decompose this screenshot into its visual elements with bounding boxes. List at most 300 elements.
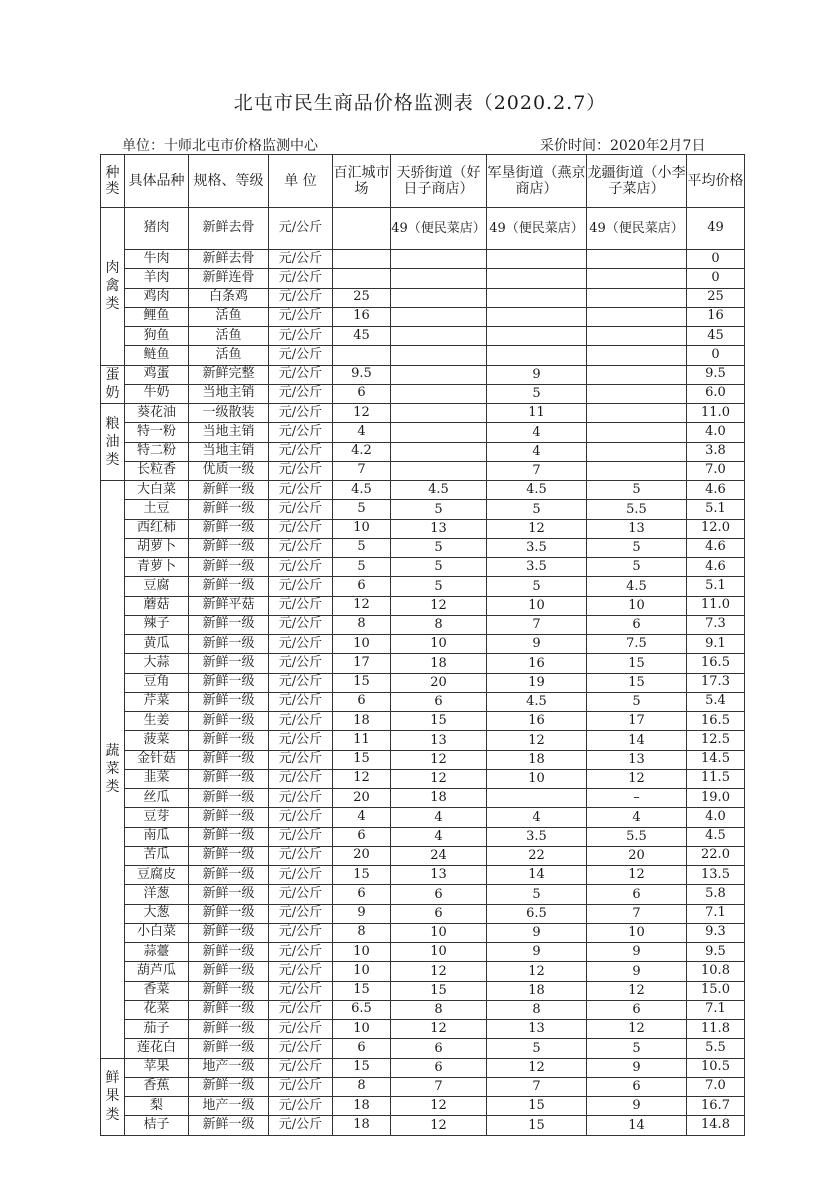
item-spec: 优质一级 [189,461,269,480]
item-name: 黄瓜 [125,635,189,654]
item-unit: 元/公斤 [269,981,333,1000]
price-baihuicheng: 18 [333,1116,391,1135]
price-average: 4.6 [687,538,745,557]
item-spec: 新鲜一级 [189,673,269,692]
price-tianjiao: 49（便民菜店） [391,208,487,250]
price-tianjiao: 12 [391,1020,487,1039]
price-average: 45 [687,327,745,346]
price-tianjiao: 24 [391,846,487,865]
item-spec: 当地主销 [189,384,269,403]
item-name: 芹菜 [125,692,189,711]
header-spec: 规格、等级 [189,155,269,208]
item-unit: 元/公斤 [269,635,333,654]
item-name: 辣子 [125,615,189,634]
price-baihuicheng: 11 [333,731,391,750]
price-junken: 15 [487,1097,587,1116]
price-average: 11.0 [687,404,745,423]
item-name: 大蒜 [125,654,189,673]
item-name: 牛肉 [125,250,189,269]
item-unit: 元/公斤 [269,923,333,942]
table-row [101,461,745,480]
item-name: 金针菇 [125,750,189,769]
item-unit: 元/公斤 [269,1020,333,1039]
price-baihuicheng: 6.5 [333,1000,391,1019]
item-name: 莲花白 [125,1039,189,1058]
table-row [101,827,745,846]
price-tianjiao [391,365,487,384]
price-junken: 4 [487,442,587,461]
price-junken: 9 [487,365,587,384]
price-longjiang [587,365,687,384]
price-baihuicheng: 10 [333,635,391,654]
item-name: 鲤鱼 [125,307,189,326]
price-tianjiao: 4 [391,827,487,846]
item-spec: 新鲜一级 [189,481,269,500]
price-junken: 19 [487,673,587,692]
price-baihuicheng: 16 [333,307,391,326]
item-spec: 新鲜一级 [189,1020,269,1039]
header-average: 平均价格 [687,155,745,208]
price-junken: 4 [487,423,587,442]
item-name: 南瓜 [125,827,189,846]
item-unit: 元/公斤 [269,866,333,885]
item-name: 狗鱼 [125,327,189,346]
price-average: 7.0 [687,1077,745,1096]
price-tianjiao [391,404,487,423]
price-average: 6.0 [687,384,745,403]
item-spec: 新鲜一级 [189,808,269,827]
item-spec: 新鲜一级 [189,981,269,1000]
item-name: 特二粉 [125,442,189,461]
price-junken [487,250,587,269]
price-average: 0 [687,269,745,288]
table-row [101,423,745,442]
item-unit: 元/公斤 [269,712,333,731]
price-baihuicheng: 8 [333,1077,391,1096]
item-unit: 元/公斤 [269,500,333,519]
price-baihuicheng: 20 [333,789,391,808]
price-average: 10.8 [687,962,745,981]
price-average: 5.1 [687,577,745,596]
price-tianjiao: 5 [391,577,487,596]
item-spec: 新鲜一级 [189,1116,269,1135]
price-tianjiao: 8 [391,1000,487,1019]
price-junken: 3.5 [487,827,587,846]
table-row [101,808,745,827]
price-baihuicheng: 6 [333,885,391,904]
item-name: 豆角 [125,673,189,692]
table-row [101,288,745,307]
price-junken: 7 [487,615,587,634]
price-baihuicheng: 8 [333,615,391,634]
item-unit: 元/公斤 [269,846,333,865]
item-unit: 元/公斤 [269,692,333,711]
table-row [101,923,745,942]
item-spec: 新鲜去骨 [189,208,269,250]
price-average: 49 [687,208,745,250]
price-baihuicheng: 15 [333,981,391,1000]
table-row [101,558,745,577]
price-average: 0 [687,250,745,269]
table-row [101,1097,745,1116]
price-longjiang [587,269,687,288]
price-longjiang [587,461,687,480]
price-baihuicheng: 15 [333,866,391,885]
table-row [101,750,745,769]
price-average: 4.0 [687,808,745,827]
item-name: 豆芽 [125,808,189,827]
item-spec: 一级散装 [189,404,269,423]
price-junken: 8 [487,1000,587,1019]
price-longjiang: 7.5 [587,635,687,654]
item-unit: 元/公斤 [269,731,333,750]
item-spec: 当地主销 [189,442,269,461]
item-name: 茄子 [125,1020,189,1039]
price-baihuicheng: 12 [333,596,391,615]
item-spec: 新鲜一级 [189,692,269,711]
table-row [101,846,745,865]
item-name: 丝瓜 [125,789,189,808]
item-name: 胡萝卜 [125,538,189,557]
price-average: 4.6 [687,481,745,500]
table-row [101,538,745,557]
item-spec: 新鲜一级 [189,904,269,923]
item-unit: 元/公斤 [269,208,333,250]
item-name: 苦瓜 [125,846,189,865]
item-name: 鸡蛋 [125,365,189,384]
price-baihuicheng: 20 [333,846,391,865]
price-baihuicheng: 45 [333,327,391,346]
item-spec: 新鲜一级 [189,500,269,519]
table-row [101,1077,745,1096]
item-spec: 新鲜一级 [189,962,269,981]
item-name: 猪肉 [125,208,189,250]
item-unit: 元/公斤 [269,769,333,788]
price-baihuicheng: 10 [333,519,391,538]
item-spec: 活鱼 [189,327,269,346]
price-junken [487,269,587,288]
price-tianjiao: 4.5 [391,481,487,500]
price-longjiang [587,423,687,442]
price-longjiang [587,250,687,269]
price-baihuicheng: 12 [333,769,391,788]
table-row [101,673,745,692]
item-unit: 元/公斤 [269,461,333,480]
price-baihuicheng: 4.2 [333,442,391,461]
price-average: 14.8 [687,1116,745,1135]
item-spec: 当地主销 [189,423,269,442]
price-junken [487,789,587,808]
item-unit: 元/公斤 [269,1058,333,1077]
item-name: 青萝卜 [125,558,189,577]
price-baihuicheng [333,208,391,250]
price-tianjiao: 6 [391,904,487,923]
category-cell: 粮油类 [101,404,125,481]
price-junken: 12 [487,1058,587,1077]
item-spec: 新鲜一级 [189,712,269,731]
item-spec: 新鲜一级 [189,923,269,942]
price-baihuicheng: 18 [333,712,391,731]
price-baihuicheng: 15 [333,750,391,769]
table-row [101,404,745,423]
price-junken: 4.5 [487,481,587,500]
item-spec: 新鲜连骨 [189,269,269,288]
price-tianjiao: 4 [391,808,487,827]
item-name: 葵花油 [125,404,189,423]
price-average: 9.5 [687,943,745,962]
table-row [101,692,745,711]
price-average: 4.0 [687,423,745,442]
table-row [101,769,745,788]
price-average: 3.8 [687,442,745,461]
table-row [101,1000,745,1019]
item-name: 洋葱 [125,885,189,904]
item-unit: 元/公斤 [269,442,333,461]
item-spec: 新鲜一级 [189,866,269,885]
item-unit: 元/公斤 [269,885,333,904]
item-unit: 元/公斤 [269,904,333,923]
price-longjiang [587,307,687,326]
item-name: 土豆 [125,500,189,519]
item-name: 豆腐皮 [125,866,189,885]
price-longjiang: 4 [587,808,687,827]
item-spec: 新鲜完整 [189,365,269,384]
price-baihuicheng: 6 [333,1039,391,1058]
item-spec: 新鲜一级 [189,827,269,846]
price-baihuicheng: 6 [333,384,391,403]
price-baihuicheng: 18 [333,1097,391,1116]
item-name: 鸡肉 [125,288,189,307]
price-tianjiao [391,442,487,461]
item-spec: 新鲜一级 [189,519,269,538]
price-tianjiao: 12 [391,962,487,981]
price-tianjiao: 6 [391,1058,487,1077]
item-name: 大葱 [125,904,189,923]
price-longjiang: 17 [587,712,687,731]
header-longjiang: 龙疆街道（小李子菜店） [587,155,687,208]
table-row [101,346,745,365]
item-spec: 新鲜平菇 [189,596,269,615]
item-spec: 新鲜一级 [189,577,269,596]
date-label: 采价时间：2020年2月7日 [540,138,706,154]
price-tianjiao: 6 [391,885,487,904]
item-unit: 元/公斤 [269,962,333,981]
item-spec: 新鲜一级 [189,885,269,904]
item-unit: 元/公斤 [269,250,333,269]
item-name: 花菜 [125,1000,189,1019]
price-junken: 5 [487,384,587,403]
price-tianjiao: 5 [391,500,487,519]
price-junken: 11 [487,404,587,423]
price-tianjiao: 12 [391,769,487,788]
price-longjiang [587,288,687,307]
item-unit: 元/公斤 [269,269,333,288]
price-longjiang: 5 [587,1039,687,1058]
price-average: 5.1 [687,500,745,519]
price-junken [487,346,587,365]
item-name: 香蕉 [125,1077,189,1096]
price-average: 13.5 [687,866,745,885]
item-spec: 新鲜一级 [189,769,269,788]
price-tianjiao [391,288,487,307]
price-baihuicheng: 9 [333,904,391,923]
price-average: 9.1 [687,635,745,654]
header-market-baihuicheng: 百汇城市场 [333,155,391,208]
category-cell: 蔬菜类 [101,481,125,1059]
price-junken: 14 [487,866,587,885]
price-longjiang: – [587,789,687,808]
price-baihuicheng: 12 [333,404,391,423]
price-tianjiao: 12 [391,750,487,769]
price-average: 7.1 [687,1000,745,1019]
price-tianjiao [391,250,487,269]
table-row [101,943,745,962]
item-unit: 元/公斤 [269,654,333,673]
price-junken: 4 [487,808,587,827]
item-name: 西红柿 [125,519,189,538]
category-cell: 蛋奶 [101,365,125,404]
price-tianjiao: 10 [391,943,487,962]
price-table [100,154,745,1136]
price-average: 14.5 [687,750,745,769]
item-spec: 地产一级 [189,1058,269,1077]
price-tianjiao: 18 [391,789,487,808]
item-unit: 元/公斤 [269,789,333,808]
item-unit: 元/公斤 [269,288,333,307]
header-junken: 军垦街道（燕京商店） [487,155,587,208]
price-longjiang: 6 [587,885,687,904]
price-junken [487,307,587,326]
table-row [101,712,745,731]
price-average: 5.5 [687,1039,745,1058]
item-spec: 新鲜一级 [189,789,269,808]
item-name: 梨 [125,1097,189,1116]
price-longjiang: 4.5 [587,577,687,596]
category-cell: 肉禽类 [101,208,125,366]
table-row [101,866,745,885]
item-unit: 元/公斤 [269,538,333,557]
price-baihuicheng: 7 [333,461,391,480]
item-unit: 元/公斤 [269,481,333,500]
price-junken: 22 [487,846,587,865]
price-longjiang: 15 [587,654,687,673]
item-unit: 元/公斤 [269,943,333,962]
price-longjiang [587,346,687,365]
header-category: 种类 [101,155,125,208]
price-baihuicheng: 9.5 [333,365,391,384]
table-row [101,519,745,538]
table-row [101,481,745,500]
item-unit: 元/公斤 [269,307,333,326]
document-title: 北屯市民生商品价格监测表（2020.2.7） [233,92,607,114]
item-spec: 新鲜一级 [189,654,269,673]
price-longjiang: 5 [587,538,687,557]
item-unit: 元/公斤 [269,577,333,596]
price-tianjiao [391,327,487,346]
price-baihuicheng [333,269,391,288]
price-tianjiao [391,423,487,442]
item-name: 蒜薹 [125,943,189,962]
table-row [101,1058,745,1077]
price-tianjiao: 12 [391,1097,487,1116]
item-name: 豆腐 [125,577,189,596]
item-unit: 元/公斤 [269,808,333,827]
price-longjiang: 6 [587,1000,687,1019]
unit-label: 单位：十师北屯市价格监测中心 [122,138,318,154]
price-longjiang: 5.5 [587,500,687,519]
item-name: 苹果 [125,1058,189,1077]
item-unit: 元/公斤 [269,365,333,384]
price-baihuicheng: 5 [333,538,391,557]
price-longjiang: 6 [587,615,687,634]
item-name: 韭菜 [125,769,189,788]
price-average: 10.5 [687,1058,745,1077]
price-junken: 5 [487,885,587,904]
price-longjiang: 13 [587,519,687,538]
price-average: 5.8 [687,885,745,904]
item-spec: 新鲜一级 [189,731,269,750]
table-row [101,596,745,615]
table-row [101,885,745,904]
price-baihuicheng: 17 [333,654,391,673]
price-longjiang: 14 [587,731,687,750]
price-baihuicheng: 10 [333,962,391,981]
price-average: 4.5 [687,827,745,846]
price-tianjiao [391,461,487,480]
price-average: 9.5 [687,365,745,384]
price-average: 12.0 [687,519,745,538]
price-junken: 49（便民菜店） [487,208,587,250]
table-row [101,577,745,596]
price-tianjiao: 13 [391,731,487,750]
price-average: 16.7 [687,1097,745,1116]
item-unit: 元/公斤 [269,327,333,346]
table-row [101,384,745,403]
item-name: 长粒香 [125,461,189,480]
price-baihuicheng: 4.5 [333,481,391,500]
price-average: 5.4 [687,692,745,711]
price-average: 19.0 [687,789,745,808]
price-junken: 4.5 [487,692,587,711]
price-baihuicheng: 6 [333,692,391,711]
price-tianjiao: 13 [391,519,487,538]
table-row [101,307,745,326]
price-junken: 9 [487,635,587,654]
price-tianjiao: 7 [391,1077,487,1096]
price-longjiang: 9 [587,1058,687,1077]
item-unit: 元/公斤 [269,1116,333,1135]
item-unit: 元/公斤 [269,423,333,442]
price-junken: 16 [487,654,587,673]
item-spec: 新鲜一级 [189,1000,269,1019]
price-average: 15.0 [687,981,745,1000]
price-average: 7.1 [687,904,745,923]
price-longjiang [587,384,687,403]
item-name: 生姜 [125,712,189,731]
price-average: 25 [687,288,745,307]
table-row [101,635,745,654]
price-longjiang: 6 [587,1077,687,1096]
price-junken: 18 [487,981,587,1000]
item-spec: 活鱼 [189,307,269,326]
price-average: 12.5 [687,731,745,750]
table-row [101,615,745,634]
price-tianjiao: 10 [391,923,487,942]
price-average: 11.0 [687,596,745,615]
price-baihuicheng: 4 [333,423,391,442]
price-tianjiao: 20 [391,673,487,692]
price-longjiang: 9 [587,962,687,981]
